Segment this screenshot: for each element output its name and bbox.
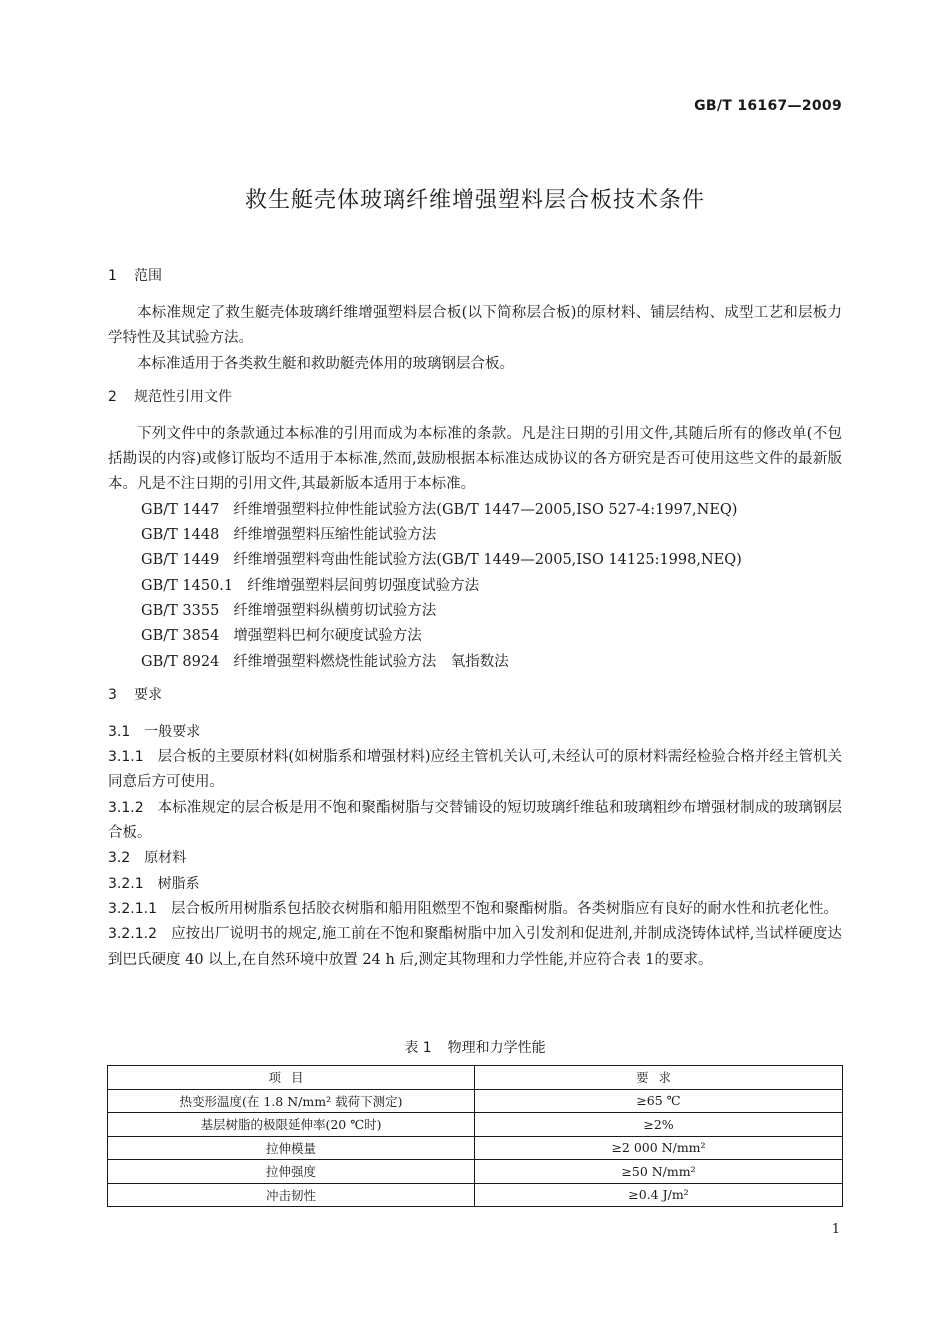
reference-title: 纤维增强塑料层间剪切强度试验方法 <box>247 577 480 594</box>
table-header-row <box>108 1066 843 1090</box>
table-row <box>108 1136 843 1160</box>
section-3-heading <box>108 683 842 708</box>
subsection-3-1-heading <box>108 720 842 745</box>
table-1 <box>107 1037 843 1207</box>
reference-item <box>108 548 842 573</box>
table-row <box>108 1113 843 1137</box>
subsection-title: 一般要求 <box>144 723 201 740</box>
requirement-cell: ≥2% <box>475 1113 843 1137</box>
table-caption <box>107 1037 843 1065</box>
clause-text: 本标准规定的层合板是用不饱和聚酯树脂与交替铺设的短切玻璃纤维毡和玻璃粗纱布增强材制成的玻璃钢层合板。 <box>108 799 842 842</box>
clause-3-2-1-2 <box>108 922 842 973</box>
table-row <box>108 1183 843 1207</box>
reference-title: 纤维增强塑料燃烧性能试验方法 氧指数法 <box>233 653 509 670</box>
clause-3-1-1 <box>108 745 842 796</box>
clause-text: 应按出厂说明书的规定,施工前在不饱和聚酯树脂中加入引发剂和促进剂,并制成浇铸体试样,当试样硬度达到巴氏硬度 40 以上,在自然环境中放置 24 h 后,测定其物理和力学性能,并应符合表 1的要求。 <box>108 926 842 968</box>
subsection-3-2-heading <box>108 846 842 871</box>
requirement-cell: ≥65 ℃ <box>475 1089 843 1113</box>
reference-title: 增强塑料巴柯尔硬度试验方法 <box>233 628 422 645</box>
section-number: 1 <box>108 268 117 284</box>
reference-item <box>108 650 842 675</box>
reference-title: 纤维增强塑料纵横剪切试验方法 <box>233 602 437 619</box>
reference-code: GB/T 8924 <box>141 653 220 670</box>
section-title: 范围 <box>134 268 162 284</box>
section-title: 要求 <box>134 686 162 703</box>
clause-number: 3.1.2 <box>108 799 144 816</box>
section-number: 3 <box>108 686 117 703</box>
page-number: 1 <box>831 1222 840 1237</box>
document-title: 救生艇壳体玻璃纤维增强塑料层合板技术条件 <box>244 188 705 213</box>
table-number: 表 1 <box>404 1040 432 1056</box>
requirement-cell: ≥2 000 N/mm² <box>475 1136 843 1160</box>
subsection-number: 3.2.1 <box>108 875 144 892</box>
requirement-cell: ≥0.4 J/m² <box>475 1183 843 1207</box>
reference-item <box>108 574 842 599</box>
reference-code: GB/T 3355 <box>141 602 220 619</box>
section-1-paragraph-1: 本标准规定了救生艇壳体玻璃纤维增强塑料层合板(以下简称层合板)的原材料、铺层结构、成型工艺和层板力学特性及其试验方法。 <box>108 305 842 347</box>
subsection-3-2-1-heading <box>108 872 842 897</box>
table-row <box>108 1160 843 1184</box>
reference-item <box>108 599 842 624</box>
item-cell: 热变形温度(在 1.8 N/mm² 载荷下测定) <box>108 1089 475 1113</box>
subsection-title: 原材料 <box>144 850 187 867</box>
requirement-cell: ≥50 N/mm² <box>475 1160 843 1184</box>
section-1-paragraph-2: 本标准适用于各类救生艇和救助艇壳体用的玻璃钢层合板。 <box>137 355 514 372</box>
properties-table <box>107 1065 843 1207</box>
reference-code: GB/T 3854 <box>141 628 220 645</box>
document-body <box>108 264 842 973</box>
section-1-heading <box>108 264 842 289</box>
reference-item <box>108 498 842 523</box>
section-2-heading <box>108 385 842 410</box>
standard-number: GB/T 16167—2009 <box>694 98 842 114</box>
clause-number: 3.1.1 <box>108 749 144 766</box>
column-header-requirement: 要求 <box>475 1066 843 1090</box>
reference-title: 纤维增强塑料弯曲性能试验方法(GB/T 1449—2005,ISO 14125:1998,NEQ) <box>233 552 742 569</box>
clause-3-2-1-1 <box>108 897 842 922</box>
column-header-item: 项目 <box>108 1066 475 1090</box>
section-title: 规范性引用文件 <box>134 388 232 405</box>
clause-number: 3.2.1.2 <box>108 926 157 943</box>
clause-3-1-2 <box>108 796 842 847</box>
reference-code: GB/T 1449 <box>141 552 220 569</box>
item-cell: 拉伸强度 <box>108 1160 475 1184</box>
table-row <box>108 1089 843 1113</box>
section-number: 2 <box>108 388 117 405</box>
item-cell: 基层树脂的极限延伸率(20 ℃时) <box>108 1113 475 1137</box>
table-title: 物理和力学性能 <box>447 1040 546 1056</box>
reference-code: GB/T 1450.1 <box>141 577 234 594</box>
reference-item <box>108 523 842 548</box>
item-cell: 冲击韧性 <box>108 1183 475 1207</box>
reference-code: GB/T 1447 <box>141 501 220 518</box>
subsection-number: 3.2 <box>108 850 131 867</box>
clause-text: 层合板的主要原材料(如树脂系和增强材料)应经主管机关认可,未经认可的原材料需经检验合格并经主管机关同意后方可使用。 <box>108 749 842 791</box>
reference-title: 纤维增强塑料压缩性能试验方法 <box>233 527 437 544</box>
reference-item <box>108 624 842 649</box>
clause-number: 3.2.1.1 <box>108 900 157 917</box>
clause-text: 层合板所用树脂系包括胶衣树脂和船用阻燃型不饱和聚酯树脂。各类树脂应有良好的耐水性和抗老化性。 <box>170 900 838 917</box>
reference-code: GB/T 1448 <box>141 527 220 544</box>
item-cell: 拉伸模量 <box>108 1136 475 1160</box>
subsection-number: 3.1 <box>108 723 131 740</box>
reference-title: 纤维增强塑料拉伸性能试验方法(GB/T 1447—2005,ISO 527-4:1997,NEQ) <box>233 501 738 518</box>
subsection-title: 树脂系 <box>157 875 200 892</box>
section-2-paragraph-1: 下列文件中的条款通过本标准的引用而成为本标准的条款。凡是注日期的引用文件,其随后所有的修改单(不包括勘误的内容)或修订版均不适用于本标准,然而,鼓励根据本标准达成协议的各方研究是否可使用这些文件的最新版本。凡是不注日期的引用文件,其最新版本适用于本标准。 <box>108 425 842 493</box>
